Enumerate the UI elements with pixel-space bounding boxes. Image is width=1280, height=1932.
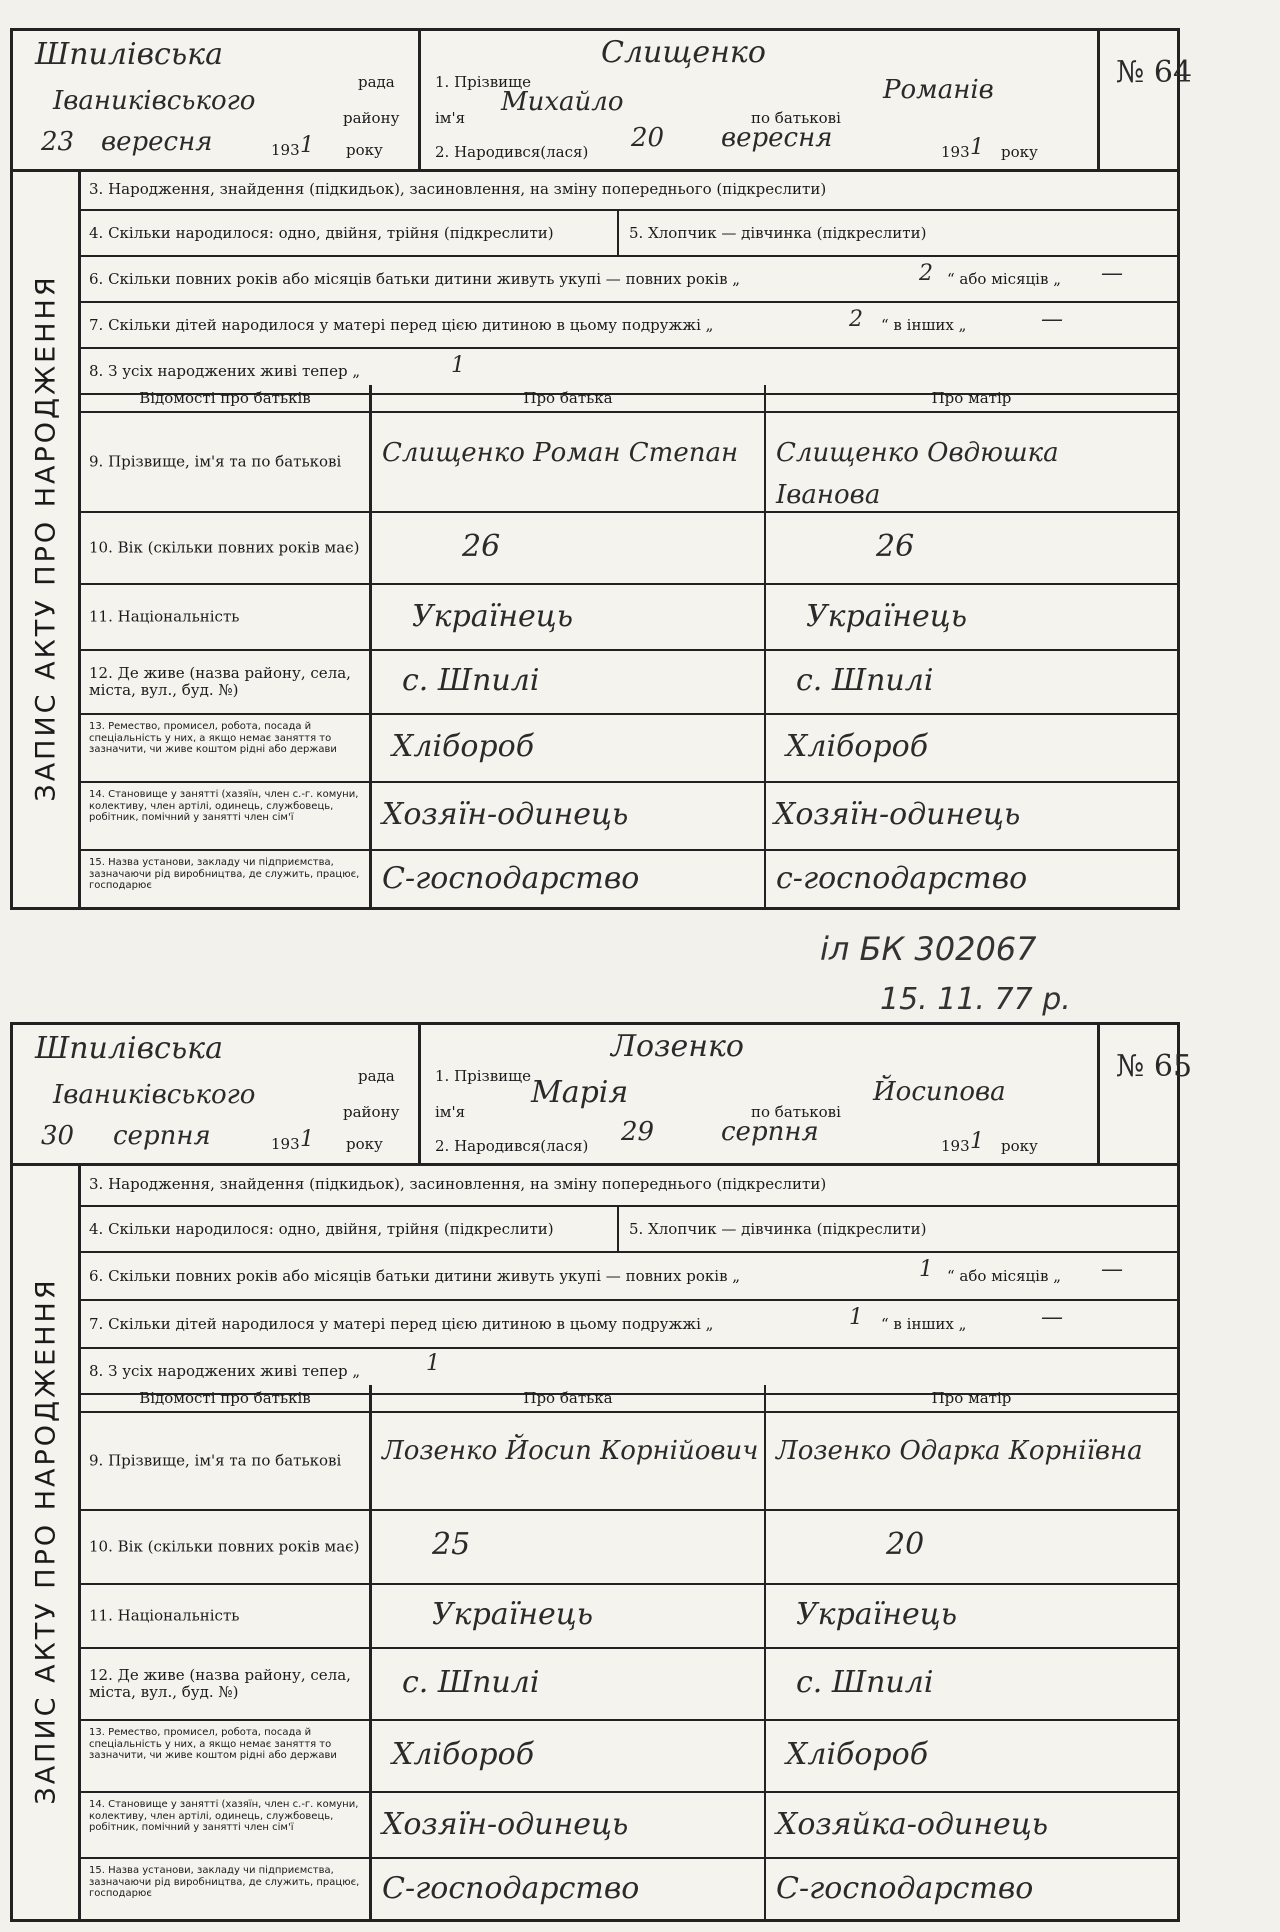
- header-mother: Про матір: [931, 389, 1012, 407]
- row-7: [81, 303, 1177, 349]
- row-13: [81, 715, 1177, 783]
- record-number: № 65: [1116, 1049, 1193, 1084]
- row-11: [81, 1585, 1177, 1649]
- row-12: [81, 1649, 1177, 1721]
- born-month-handwritten: серпня: [721, 1117, 819, 1147]
- father-residence-handwritten: с. Шпилі: [402, 663, 540, 698]
- date-day-handwritten: 30: [41, 1121, 75, 1151]
- mother-residence-handwritten: с. Шпилі: [796, 1665, 934, 1700]
- father-nationality-handwritten: Українець: [412, 599, 574, 634]
- row-4-divider: [617, 1207, 619, 1251]
- father-status-handwritten: Хозяїн-одинець: [382, 797, 629, 832]
- parents-header-row: [81, 385, 1177, 413]
- name-label: ім'я: [435, 109, 466, 127]
- rada-label: рада: [358, 1067, 395, 1085]
- row-9: [81, 413, 1177, 513]
- record-number-block: [1100, 31, 1193, 169]
- parents-header-row: [81, 1385, 1177, 1413]
- row-7-other-label: “ в інших „: [881, 1315, 967, 1333]
- born-day-handwritten: 29: [621, 1117, 655, 1147]
- born-label: 2. Народився(лася): [435, 1137, 589, 1155]
- row-8-value-handwritten: 1: [426, 1351, 440, 1376]
- mother-status-handwritten: Хозяйка-одинець: [776, 1807, 1049, 1842]
- name-handwritten: Михайло: [501, 87, 624, 117]
- header-father: Про батька: [523, 389, 613, 407]
- born-month-handwritten: вересня: [721, 123, 833, 153]
- year-digit-handwritten: 1: [300, 133, 314, 158]
- born-day-handwritten: 20: [631, 123, 665, 153]
- field-11-label: 11. Національність: [89, 607, 240, 626]
- father-age-handwritten: 26: [462, 529, 501, 564]
- row-14: [81, 783, 1177, 851]
- row-4-text: 4. Скільки народилося: одно, двійня, трійня (підкреслити): [89, 1220, 554, 1238]
- mother-name-handwritten: Лозенко Одарка Корніївна: [776, 1436, 1143, 1466]
- date-month-handwritten: серпня: [113, 1121, 211, 1151]
- record-header: [13, 31, 1193, 172]
- mother-age-handwritten: 20: [886, 1527, 925, 1562]
- header-info: Відомості про батьків: [139, 389, 311, 407]
- side-title: ЗАПИС АКТУ ПРО НАРОДЖЕННЯ: [30, 1277, 61, 1805]
- father-occupation-handwritten: Хлібороб: [392, 1737, 535, 1772]
- father-nationality-handwritten: Українець: [432, 1597, 594, 1632]
- patronymic-handwritten: Романів: [883, 75, 994, 105]
- row-5-text: 5. Хлопчик — дівчинка (підкреслити): [629, 224, 927, 242]
- row-7-other-handwritten: —: [1041, 1305, 1063, 1330]
- born-year-label: року: [1001, 1137, 1038, 1155]
- father-workplace-handwritten: С-господарство: [382, 861, 640, 896]
- row-6-months-handwritten: —: [1101, 261, 1123, 286]
- father-occupation-handwritten: Хлібороб: [392, 729, 535, 764]
- row-4-5: [81, 211, 1177, 257]
- council-block: [13, 31, 421, 169]
- field-9-label: 9. Прізвище, ім'я та по батькові: [89, 1451, 342, 1470]
- birth-record-64: [10, 28, 1193, 910]
- archive-annotation-line1: іл БК 302067: [820, 930, 1037, 968]
- mother-occupation-handwritten: Хлібороб: [786, 729, 929, 764]
- born-year-digit-handwritten: 1: [970, 1129, 984, 1154]
- village-council-handwritten: Шпилівська: [35, 37, 223, 72]
- year-digit-handwritten: 1: [300, 1127, 314, 1152]
- row-8-value-handwritten: 1: [451, 353, 465, 378]
- record-header: [13, 1025, 1193, 1166]
- record-number-block: [1100, 1025, 1193, 1163]
- row-3: [81, 1163, 1177, 1207]
- header-father: Про батька: [523, 1389, 613, 1407]
- field-15-label: 15. Назва установи, закладу чи підприємства, зазначаючи рід виробництва, де служить, працює, господарює: [89, 1865, 360, 1899]
- row-4-5: [81, 1207, 1177, 1253]
- year-printed: 193: [271, 141, 300, 159]
- father-name-handwritten: Слищенко Роман Степан: [382, 438, 739, 468]
- row-7-text: 7. Скільки дітей народилося у матері перед цією дитиною в цьому подружжі „: [89, 1315, 714, 1333]
- row-3-text: 3. Народження, знайдення (підкидьок), засиновлення, на зміну попереднього (підкреслити): [89, 180, 827, 198]
- born-year-label: року: [1001, 143, 1038, 161]
- field-14-label: 14. Становище у занятті (хазяїн, член с.-г. комуни, колективу, член артілі, одинець, службовець, робітник, помічний у занятті член сім'ї: [89, 789, 359, 823]
- row-4-divider: [617, 211, 619, 255]
- row-11: [81, 585, 1177, 651]
- row-6-months-label: “ або місяців „: [947, 270, 1061, 288]
- row-7-other-label: “ в інших „: [881, 316, 967, 334]
- row-7-text: 7. Скільки дітей народилося у матері перед цією дитиною в цьому подружжі „: [89, 316, 714, 334]
- field-15-label: 15. Назва установи, закладу чи підприємства, зазначаючи рід виробництва, де служить, працює, господарює: [89, 857, 360, 891]
- born-year-digit-handwritten: 1: [970, 135, 984, 160]
- field-12-label: 12. Де живе (назва району, села, міста, вул., буд. №): [89, 663, 351, 699]
- row-15: [81, 851, 1177, 909]
- child-names-block: [421, 31, 1100, 169]
- row-4-text: 4. Скільки народилося: одно, двійня, трійня (підкреслити): [89, 224, 554, 242]
- name-handwritten: Марія: [531, 1075, 629, 1110]
- mother-nationality-handwritten: Українець: [806, 599, 968, 634]
- mother-occupation-handwritten: Хлібороб: [786, 1737, 929, 1772]
- mother-status-handwritten: Хозяїн-одинець: [774, 797, 1021, 832]
- row-12: [81, 651, 1177, 715]
- year-label: року: [346, 141, 383, 159]
- side-title: ЗАПИС АКТУ ПРО НАРОДЖЕННЯ: [30, 274, 61, 802]
- field-10-label: 10. Вік (скільки повних років має): [89, 1537, 360, 1556]
- row-6-months-label: “ або місяців „: [947, 1267, 1061, 1285]
- row-10: [81, 1511, 1177, 1585]
- row-6-years-handwritten: 1: [919, 1257, 933, 1282]
- mother-residence-handwritten: с. Шпилі: [796, 663, 934, 698]
- surname-handwritten: Слищенко: [601, 35, 766, 70]
- mother-workplace-handwritten: С-господарство: [776, 1871, 1034, 1906]
- row-14: [81, 1793, 1177, 1859]
- father-workplace-handwritten: С-господарство: [382, 1871, 640, 1906]
- patronymic-label: по батькові: [751, 1103, 841, 1121]
- mother-age-handwritten: 26: [876, 529, 915, 564]
- side-title-column: [13, 169, 81, 907]
- district-label: району: [343, 109, 400, 127]
- row-5-text: 5. Хлопчик — дівчинка (підкреслити): [629, 1220, 927, 1238]
- header-mother: Про матір: [931, 1389, 1012, 1407]
- side-title-column: [13, 1163, 81, 1919]
- row-10: [81, 513, 1177, 585]
- field-9-label: 9. Прізвище, ім'я та по батькові: [89, 452, 342, 471]
- row-8-text: 8. З усіх народжених живі тепер „: [89, 1362, 361, 1380]
- row-6-years-handwritten: 2: [919, 261, 933, 286]
- born-year-printed: 193: [941, 143, 970, 161]
- year-label: року: [346, 1135, 383, 1153]
- birth-record-65: [10, 1022, 1193, 1922]
- question-rows: [81, 169, 1177, 395]
- field-13-label: 13. Ремество, промисел, робота, посада й спеціальність у них, а якщо немає заняття то зазначити, чи живе коштом рідні або держави: [89, 1727, 337, 1761]
- field-14-label: 14. Становище у занятті (хазяїн, член с.-г. комуни, колективу, член артілі, одинець, службовець, робітник, помічний у занятті член сім'ї: [89, 1799, 359, 1833]
- row-6: [81, 1253, 1177, 1301]
- born-year-printed: 193: [941, 1137, 970, 1155]
- archive-annotation-line2: 15. 11. 77 р.: [880, 982, 1071, 1017]
- mother-workplace-handwritten: с-господарство: [776, 861, 1028, 896]
- district-label: району: [343, 1103, 400, 1121]
- row-3: [81, 169, 1177, 211]
- born-label: 2. Народився(лася): [435, 143, 589, 161]
- father-residence-handwritten: с. Шпилі: [402, 1665, 540, 1700]
- row-7-other-handwritten: —: [1041, 307, 1063, 332]
- row-13: [81, 1721, 1177, 1793]
- header-info: Відомості про батьків: [139, 1389, 311, 1407]
- father-name-handwritten: Лозенко Йосип Корнійович: [382, 1436, 759, 1466]
- row-7-value-handwritten: 1: [849, 1305, 863, 1330]
- record-number: № 64: [1116, 55, 1193, 90]
- surname-label: 1. Прізвище: [435, 73, 532, 91]
- row-7: [81, 1301, 1177, 1349]
- row-6: [81, 257, 1177, 303]
- row-3-text: 3. Народження, знайдення (підкидьок), засиновлення, на зміну попереднього (підкреслити): [89, 1175, 827, 1193]
- name-label: ім'я: [435, 1103, 466, 1121]
- row-6-months-handwritten: —: [1101, 1257, 1123, 1282]
- rada-label: рада: [358, 73, 395, 91]
- row-6-text: 6. Скільки повних років або місяців батьки дитини живуть укупі — повних років „: [89, 1267, 741, 1285]
- date-month-handwritten: вересня: [101, 127, 213, 157]
- row-15: [81, 1859, 1177, 1919]
- row-7-value-handwritten: 2: [849, 307, 863, 332]
- village-council-handwritten: Шпилівська: [35, 1031, 223, 1066]
- date-day-handwritten: 23: [41, 127, 75, 157]
- year-printed: 193: [271, 1135, 300, 1153]
- father-age-handwritten: 25: [432, 1527, 471, 1562]
- question-rows: [81, 1163, 1177, 1395]
- father-status-handwritten: Хозяїн-одинець: [382, 1807, 629, 1842]
- row-8-text: 8. З усіх народжених живі тепер „: [89, 362, 361, 380]
- parents-table: [81, 1385, 1177, 1919]
- surname-label: 1. Прізвище: [435, 1067, 532, 1085]
- surname-handwritten: Лозенко: [611, 1029, 744, 1064]
- row-9: [81, 1413, 1177, 1511]
- mother-name-handwritten: Слищенко Овдюшка Іванова: [776, 438, 1059, 510]
- district-handwritten: Іваниківського: [53, 1080, 256, 1110]
- row-6-text: 6. Скільки повних років або місяців батьки дитини живуть укупі — повних років „: [89, 270, 741, 288]
- patronymic-label: по батькові: [751, 109, 841, 127]
- council-block: [13, 1025, 421, 1163]
- parents-table: [81, 385, 1177, 909]
- patronymic-handwritten: Йосипова: [873, 1077, 1006, 1107]
- child-names-block: [421, 1025, 1100, 1163]
- district-handwritten: Іваниківського: [53, 86, 256, 116]
- field-12-label: 12. Де живе (назва району, села, міста, вул., буд. №): [89, 1665, 351, 1701]
- field-11-label: 11. Національність: [89, 1606, 240, 1625]
- mother-nationality-handwritten: Українець: [796, 1597, 958, 1632]
- field-13-label: 13. Ремество, промисел, робота, посада й спеціальність у них, а якщо немає заняття то зазначити, чи живе коштом рідні або держави: [89, 721, 337, 755]
- field-10-label: 10. Вік (скільки повних років має): [89, 538, 360, 557]
